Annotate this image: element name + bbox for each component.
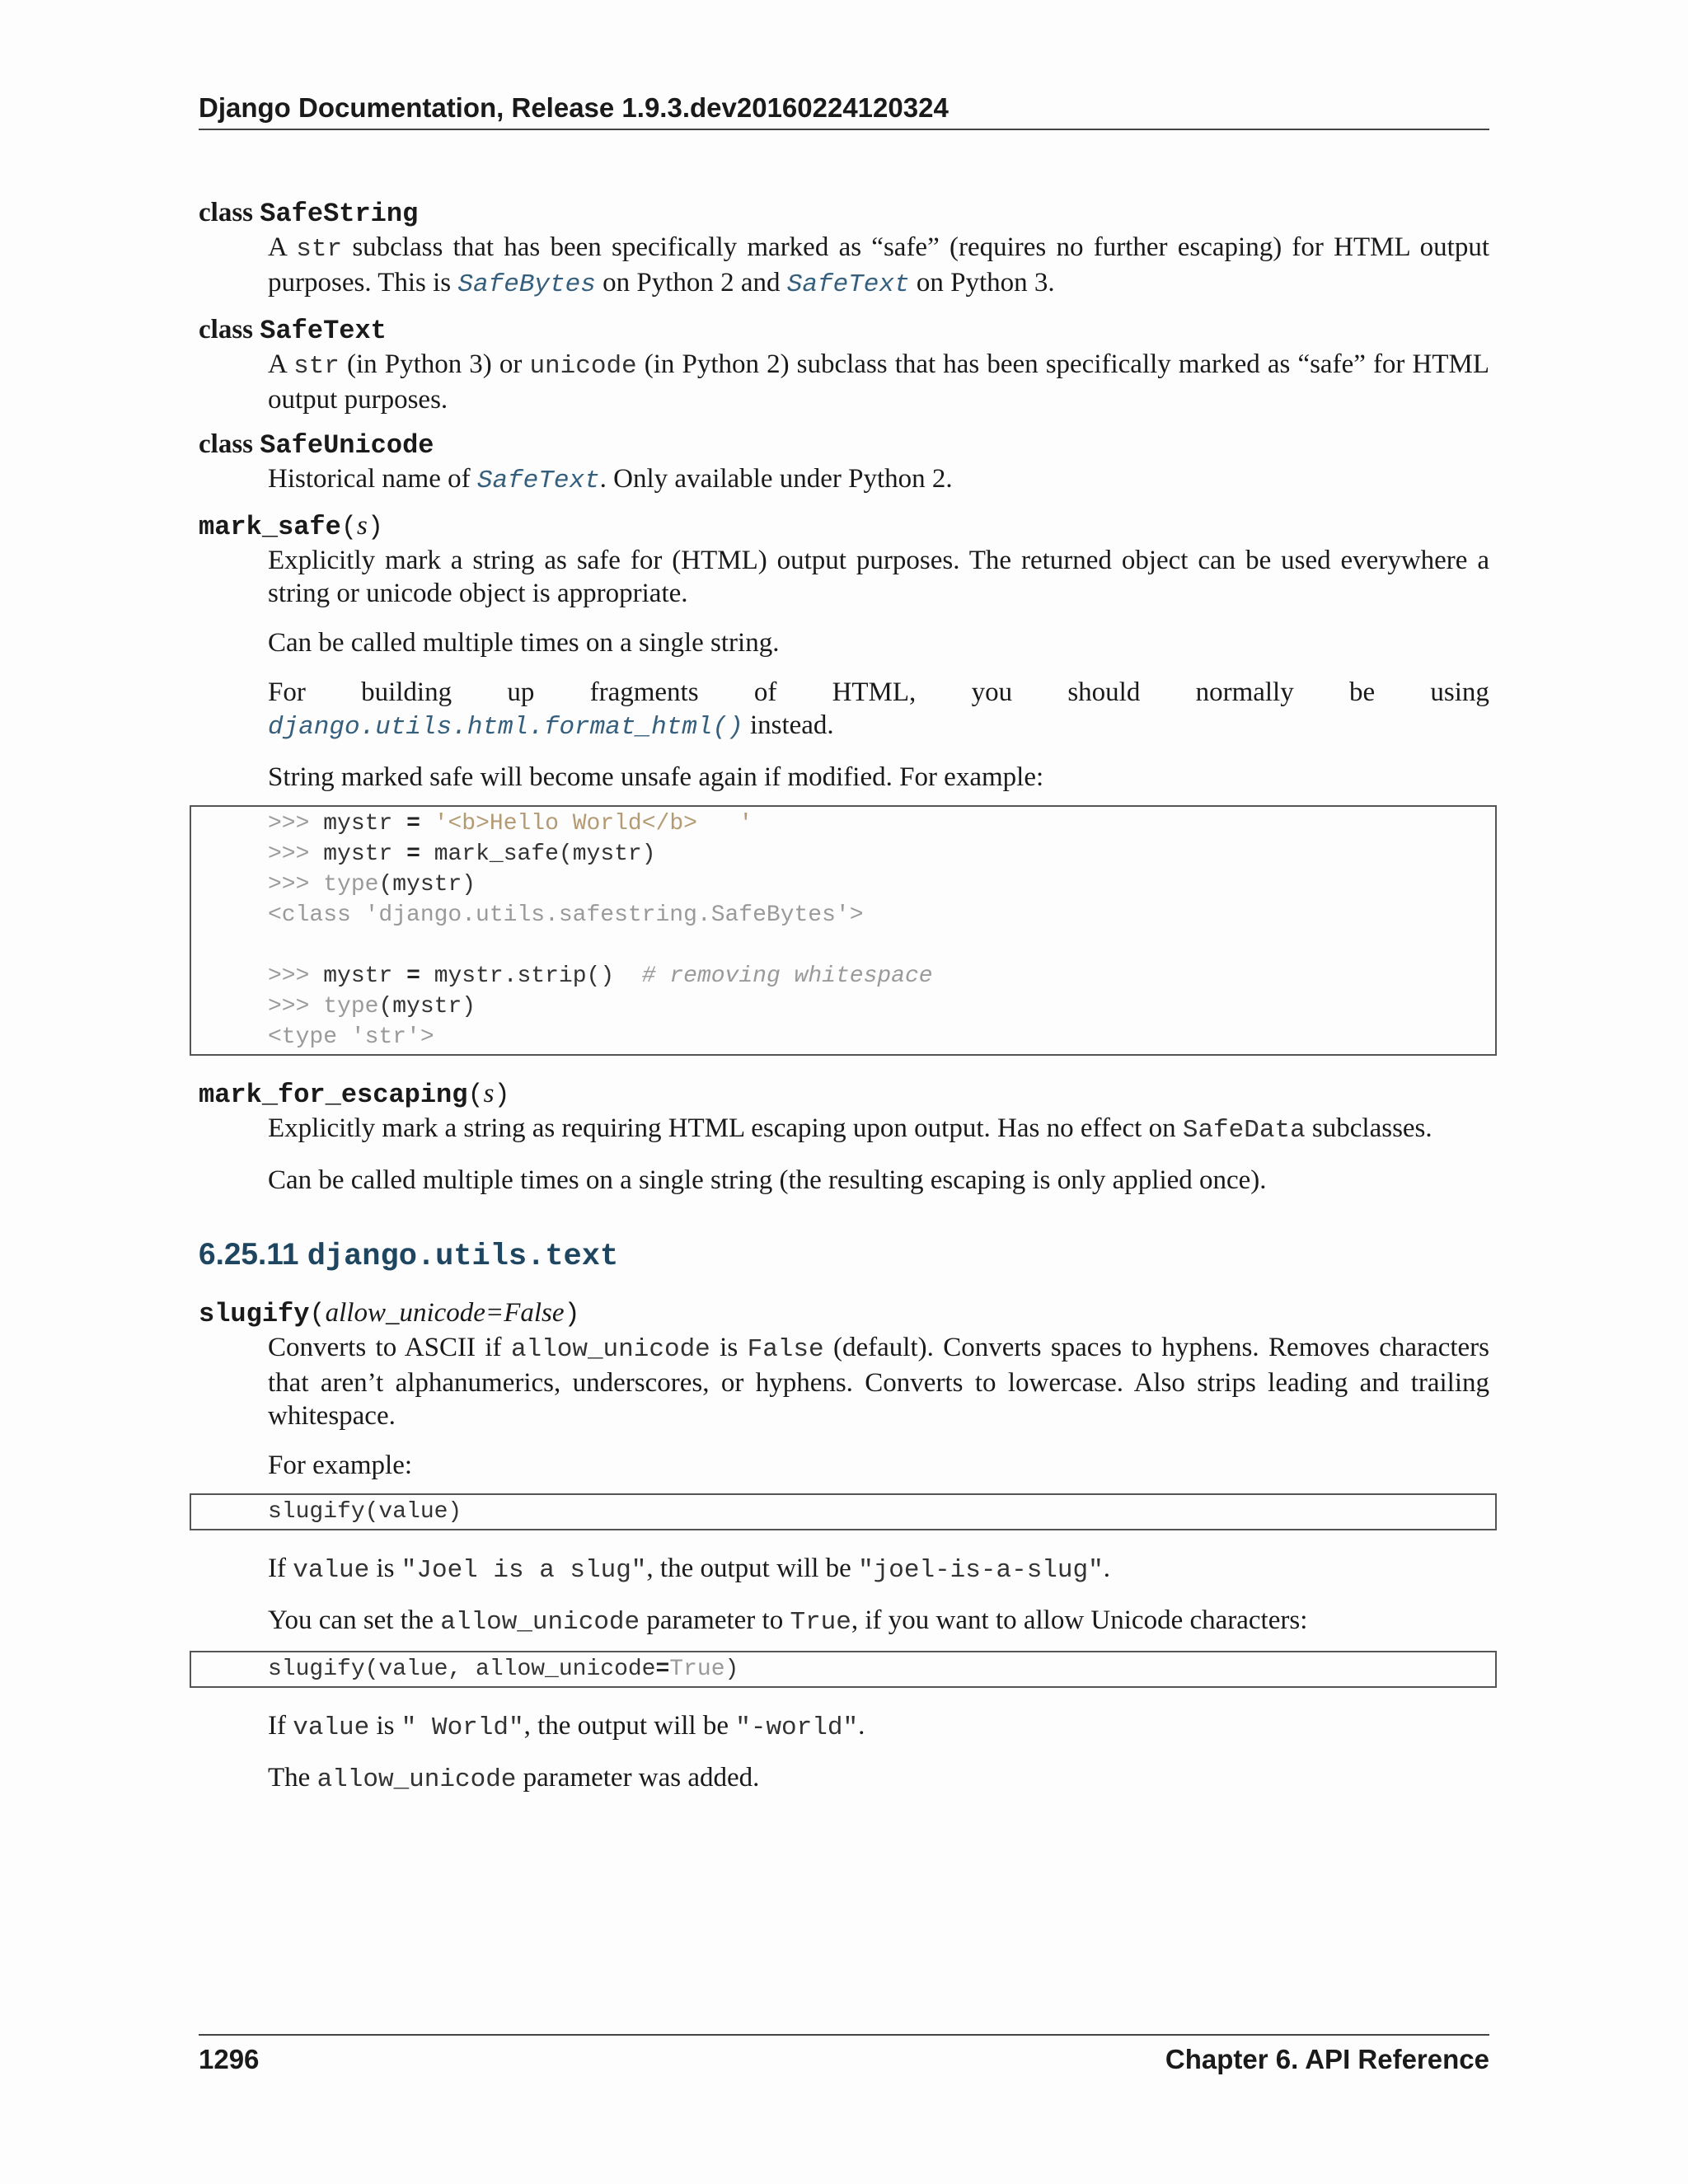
chapter-title: Chapter 6. API Reference — [1165, 2044, 1489, 2074]
class-keyword: class — [199, 315, 253, 344]
mark-safe-name: mark_safe — [199, 512, 341, 542]
safetext-signature — [199, 313, 1489, 348]
safebytes-link[interactable]: SafeBytes — [457, 270, 596, 299]
class-keyword: class — [199, 198, 253, 227]
page-footer — [199, 2034, 1489, 2075]
paragraph: String marked safe will become unsafe again if modified. For example: — [268, 762, 1044, 792]
paragraph: Can be called multiple times on a single string. — [268, 628, 780, 658]
page-header — [199, 92, 1489, 130]
code-block: >>> mystr = '<b>Hello World</b> ' >>> mystr = mark_safe(mystr) >>> type(mystr) <class 'django.utils.safestring.SafeBytes'> >>> mystr = mystr.strip() # removing whitespace >>> type(mystr) <type 'str'> — [190, 805, 1497, 1056]
safetext-name: SafeText — [260, 316, 387, 346]
safetext-description: A str (in Python 3) or unicode (in Python 2) subclass that has been specifically marked as “safe” for HTML output purposes. — [268, 349, 1489, 415]
safetext-link[interactable]: SafeText — [786, 270, 910, 299]
mark-for-escaping-name: mark_for_escaping — [199, 1080, 468, 1110]
slugify-description: Converts to ASCII if allow_unicode is False (default). Converts spaces to hyphens. Removes characters that aren’t alphanumerics, underscores, or hyphens. Converts to lowercase. Also strips leading and trailing whitespace. For example: — [268, 1333, 1489, 1480]
page-number: 1296 — [199, 2044, 260, 2074]
safestring-name: SafeString — [260, 199, 419, 229]
section-heading — [199, 1238, 1489, 1273]
slugify-signature: slugify(allow_unicode=False) — [199, 1298, 580, 1329]
safestring-description: A str subclass that has been specifically marked as “safe” (requires no further escaping) for HTML output purposes. This is SafeBytes on Python 2 and SafeText on Python 3. — [268, 232, 1489, 299]
param-s: s — [483, 1079, 495, 1108]
section-title: django.utils.text — [307, 1240, 619, 1274]
class-keyword: class — [199, 429, 253, 459]
param-s: s — [357, 511, 368, 541]
mark-safe-description — [268, 544, 1489, 794]
mark-for-escaping-signature: mark_for_escaping(s) — [199, 1079, 510, 1110]
document-title: Django Documentation, Release 1.9.3.dev20160224120324 — [199, 92, 949, 123]
paragraph: Explicitly mark a string as safe for (HTML) output purposes. The returned object can be used everywhere a string or unicode object is appropriate. — [268, 546, 1489, 608]
safetext-link[interactable]: SafeText — [476, 466, 600, 495]
safestring-signature — [199, 196, 1489, 231]
mark-safe-signature: mark_safe(s) — [199, 511, 384, 542]
spread-line: For building up fragments of HTML, you should normally be using — [268, 677, 1489, 707]
safeunicode-name: SafeUnicode — [260, 430, 434, 461]
section-number: 6.25.11 — [199, 1237, 299, 1271]
slugify-name: slugify — [199, 1299, 310, 1329]
safeunicode-description: Historical name of SafeText. Only available under Python 2. — [268, 464, 953, 495]
mark-for-escaping-description: Explicitly mark a string as requiring HTML escaping upon output. Has no effect on SafeData subclasses. Can be called multiple times on a single string (the resulting escaping is only applied once). — [268, 1113, 1432, 1195]
code-block: slugify(value) — [190, 1493, 1497, 1530]
safeunicode-signature — [199, 428, 1489, 462]
format-html-link[interactable]: django.utils.html.format_html() — [268, 713, 743, 742]
paragraph: For building up fragments of HTML, you should normally be using django.utils.html.format_html() instead. — [268, 677, 1489, 742]
code-block: slugify(value, allow_unicode=True) — [190, 1651, 1497, 1688]
param-allow-unicode: allow_unicode=False — [325, 1298, 565, 1328]
main-content: class SafeString A str subclass that has been specifically marked as “safe” (requires no further escaping) for HTML output purposes. This is SafeBytes on Python 2 and SafeText on Python 3. class SafeText A str (in Python 3) or unicode (in Python 2) subclass that has been specifically marked as “safe” for HTML output purposes. class SafeUnicode Historical name of SafeText. Only available under Python 2. mark_safe(s) Explicitly mark a string as safe for (HTML) output purposes. The returned object can be used everywhere a string or unicode object is appropriate. Can be called multiple times on a single string. For building up fragments of HTML, you should normally be using django.utils.html.format_html() instead. String marked safe will become unsafe again if modified. For example: >>> mystr = '<b>Hello World</b> ' >>> mystr = mark_safe(mystr) >>> type(mystr) <class 'django.utils.safestring.SafeBytes'> >>> mystr = mystr.strip() # removing whitespace >>> type(mystr) <type 'str'> mark_for_escaping(s) Explicitly mark a string as requiring HTML escaping upon output. Has no effect on SafeData subclasses. Can be called multiple times on a single string (the resulting escaping is only applied once). 6.25.11 django.utils.text slugify(allow_unicode=False) Converts to ASCII if allow_unicode is False (default). Converts spaces to hyphens. Removes characters that aren’t alphanumerics, underscores, or hyphens. Converts to lowercase. Also strips leading and trailing whitespace. For example: slugify(value) If value is "Joel is a slug", the output will be "joel-is-a-slug". You can set the allow_unicode parameter to True, if you want to allow Unicode characters: slugify(value, allow_unicode=True) If value is " World", the output will be "-world". The allow_unicode parameter was added. — [199, 196, 1489, 1813]
